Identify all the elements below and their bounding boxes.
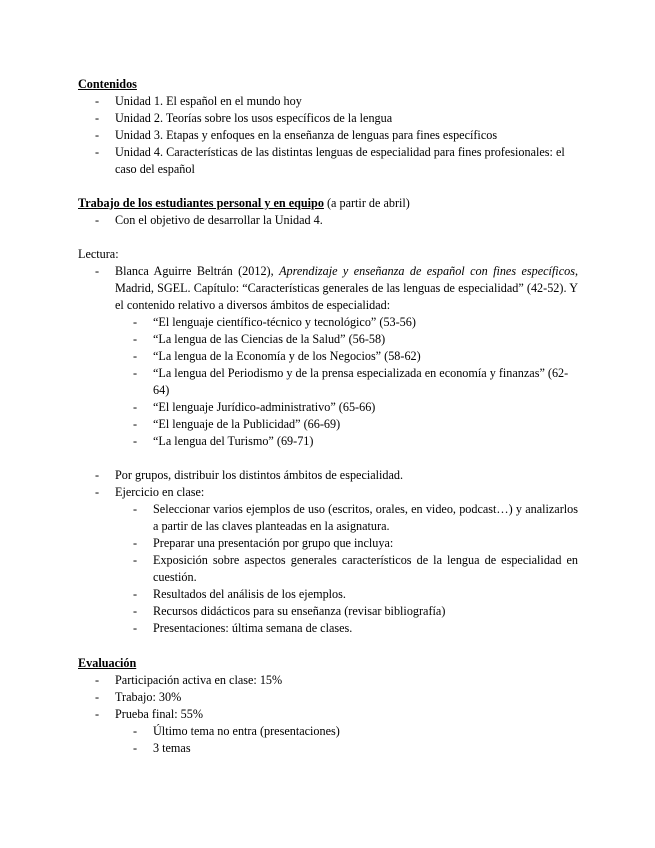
list-item: - “El lenguaje de la Publicidad” (66-69) — [133, 417, 341, 431]
list-item: - “La lengua de la Economía y de los Negocios” (58-62) — [133, 349, 421, 363]
list-item: - Unidad 1. El español en el mundo hoy — [95, 94, 302, 108]
list-item: - Último tema no entra (presentaciones) — [133, 724, 340, 738]
list-item: - Recursos didácticos para su enseñanza (revisar bibliografía) — [133, 604, 446, 618]
section-contenidos — [78, 76, 578, 178]
list-item: - Por grupos, distribuir los distintos ámbitos de especialidad. — [95, 468, 404, 482]
list-item: - Unidad 3. Etapas y enfoques en la enseñanza de lenguas para fines específicos — [95, 128, 498, 142]
list-item: - “La lengua del Turismo” (69-71) — [133, 434, 314, 448]
list-item: - Preparar una presentación por grupo que incluya: — [133, 536, 394, 550]
list-item: - Exposición sobre aspectos generales característicos de la lengua de especialidad en cuestión. — [133, 553, 578, 584]
list-item: - Presentaciones: última semana de clases. — [133, 621, 353, 635]
lectura-label: Lectura: — [78, 247, 119, 261]
heading-trabajo: Trabajo de los estudiantes personal y en equipo — [78, 196, 324, 210]
list-item: - Unidad 4. Características de las distintas lenguas de especialidad para fines profesionales: el caso del español — [95, 145, 565, 176]
section-grupos — [78, 467, 578, 637]
list-item: - Con el objetivo de desarrollar la Unidad 4. — [95, 213, 323, 227]
list-item: - Seleccionar varios ejemplos de uso (escritos, orales, en video, podcast…) y analizarlos a partir de las claves planteadas en la asignatura. — [133, 502, 578, 533]
heading-contenidos: Contenidos — [78, 77, 137, 91]
reading-reference: - Blanca Aguirre Beltrán (2012), Aprendizaje y enseñanza de español con fines específicos, Madrid, SGEL. Capítulo: “Características generales de las lenguas de especialidad” (42-52). Y el contenido relativo a diversos ámbitos de especialidad: — [95, 264, 578, 312]
list-item: - Unidad 2. Teorías sobre los usos específicos de la lengua — [95, 111, 393, 125]
heading-evaluacion: Evaluación — [78, 656, 137, 670]
section-trabajo — [78, 195, 578, 229]
list-item: - “La lengua de las Ciencias de la Salud” (56-58) — [133, 332, 386, 346]
section-lectura — [78, 246, 578, 450]
list-item: - 3 temas — [133, 741, 191, 755]
list-item: - Trabajo: 30% — [95, 690, 182, 704]
list-item: - Ejercicio en clase: — [95, 485, 205, 499]
list-item: - “La lengua del Periodismo y de la prensa especializada en economía y finanzas” (62-64) — [133, 366, 569, 397]
list-item: - Prueba final: 55% — [95, 707, 203, 721]
book-title: Aprendizaje y enseñanza de español con fines específicos — [279, 264, 575, 278]
heading-trabajo-note: (a partir de abril) — [323, 196, 410, 210]
section-evaluacion — [78, 655, 578, 757]
list-item: - Resultados del análisis de los ejemplos. — [133, 587, 346, 601]
list-item: - Participación activa en clase: 15% — [95, 673, 283, 687]
list-item: - “El lenguaje científico-técnico y tecnológico” (53-56) — [133, 315, 416, 329]
list-item: - “El lenguaje Jurídico-administrativo” (65-66) — [133, 400, 376, 414]
heading-trabajo-line — [78, 195, 578, 212]
